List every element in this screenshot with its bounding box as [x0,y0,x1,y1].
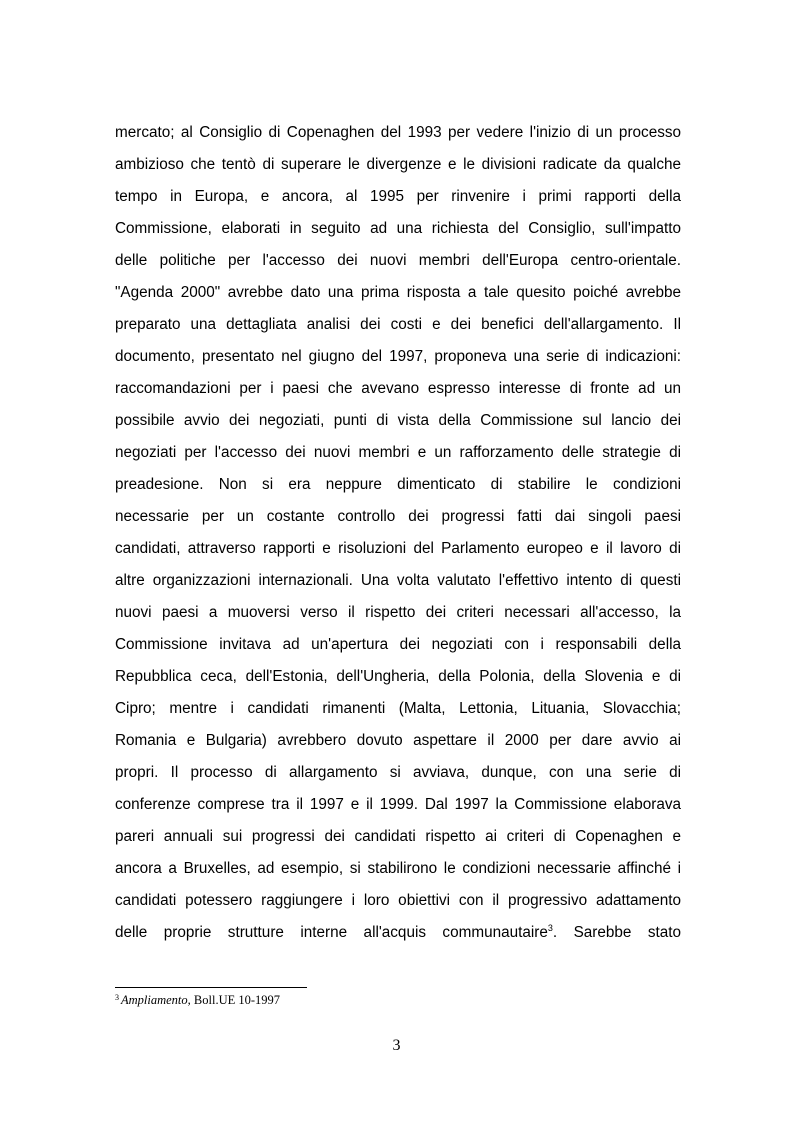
page-number: 3 [392,1037,401,1054]
text-line: Commissione, elaborati in seguito ad una richiesta del Consiglio, sull'impatto [115,220,681,237]
text-segment: . Sarebbe stato [552,924,682,941]
footnote-reference[interactable]: 3 [547,923,553,933]
text-line: "Agenda 2000" avrebbe dato una prima risposta a tale quesito poiché avrebbe [115,284,681,301]
text-line: Cipro; mentre i candidati rimanenti (Malta, Lettonia, Lituania, Slovacchia; [115,700,681,717]
text-line: necessarie per un costante controllo dei progressi fatti dai singoli paesi [115,508,681,525]
text-line: nuovi paesi a muoversi verso il rispetto dei criteri necessari all'accesso, la [115,604,681,621]
footnote-title: Ampliamento, [121,993,191,1007]
text-line: negoziati per l'accesso dei nuovi membri e un rafforzamento delle strategie di [115,444,681,461]
text-line: candidati potessero raggiungere i loro obiettivi con il progressivo adattamento [115,892,681,909]
text-line: ambizioso che tentò di superare le divergenze e le divisioni radicate da qualche [115,156,681,173]
footnote-separator [115,987,307,988]
text-line: delle politiche per l'accesso dei nuovi membri dell'Europa centro-orientale. [115,252,681,269]
text-line: propri. Il processo di allargamento si avviava, dunque, con una serie di [115,764,681,781]
text-line: tempo in Europa, e ancora, al 1995 per rinvenire i primi rapporti della [115,188,681,205]
text-line: conferenze comprese tra il 1997 e il 1999. Dal 1997 la Commissione elaborava [115,796,681,813]
text-line: mercato; al Consiglio di Copenaghen del 1993 per vedere l'inizio di un processo [115,124,681,141]
text-line: Commissione invitava ad un'apertura dei negoziati con i responsabili della [115,636,681,653]
footnote-marker: 3 [115,993,119,1002]
text-line: candidati, attraverso rapporti e risoluzioni del Parlamento europeo e il lavoro di [115,540,681,557]
text-line: altre organizzazioni internazionali. Una volta valutato l'effettivo intento di questi [115,572,681,589]
text-line: Romania e Bulgaria) avrebbero dovuto aspettare il 2000 per dare avvio ai [115,732,681,749]
footnote-text: Boll.UE 10-1997 [190,993,281,1007]
text-line: preadesione. Non si era neppure dimenticato di stabilire le condizioni [115,476,681,493]
text-line: possibile avvio dei negoziati, punti di vista della Commissione sul lancio dei [115,412,681,429]
text-line: Repubblica ceca, dell'Estonia, dell'Ungheria, della Polonia, della Slovenia e di [115,668,681,685]
text-line: raccomandazioni per i paesi che avevano espresso interesse di fronte ad un [115,380,681,397]
footnote [115,993,280,1008]
text-line: ancora a Bruxelles, ad esempio, si stabilirono le condizioni necessarie affinché i [115,860,681,877]
text-line: preparato una dettagliata analisi dei costi e dei benefici dell'allargamento. Il [115,316,681,333]
body-paragraph [115,119,681,951]
text-line: pareri annuali sui progressi dei candidati rispetto ai criteri di Copenaghen e [115,828,681,845]
text-segment: delle proprie strutture interne all'acquis communautaire [115,924,548,941]
text-line-with-footnote-ref [115,919,681,951]
text-line: documento, presentato nel giugno del 1997, proponeva una serie di indicazioni: [115,348,681,365]
